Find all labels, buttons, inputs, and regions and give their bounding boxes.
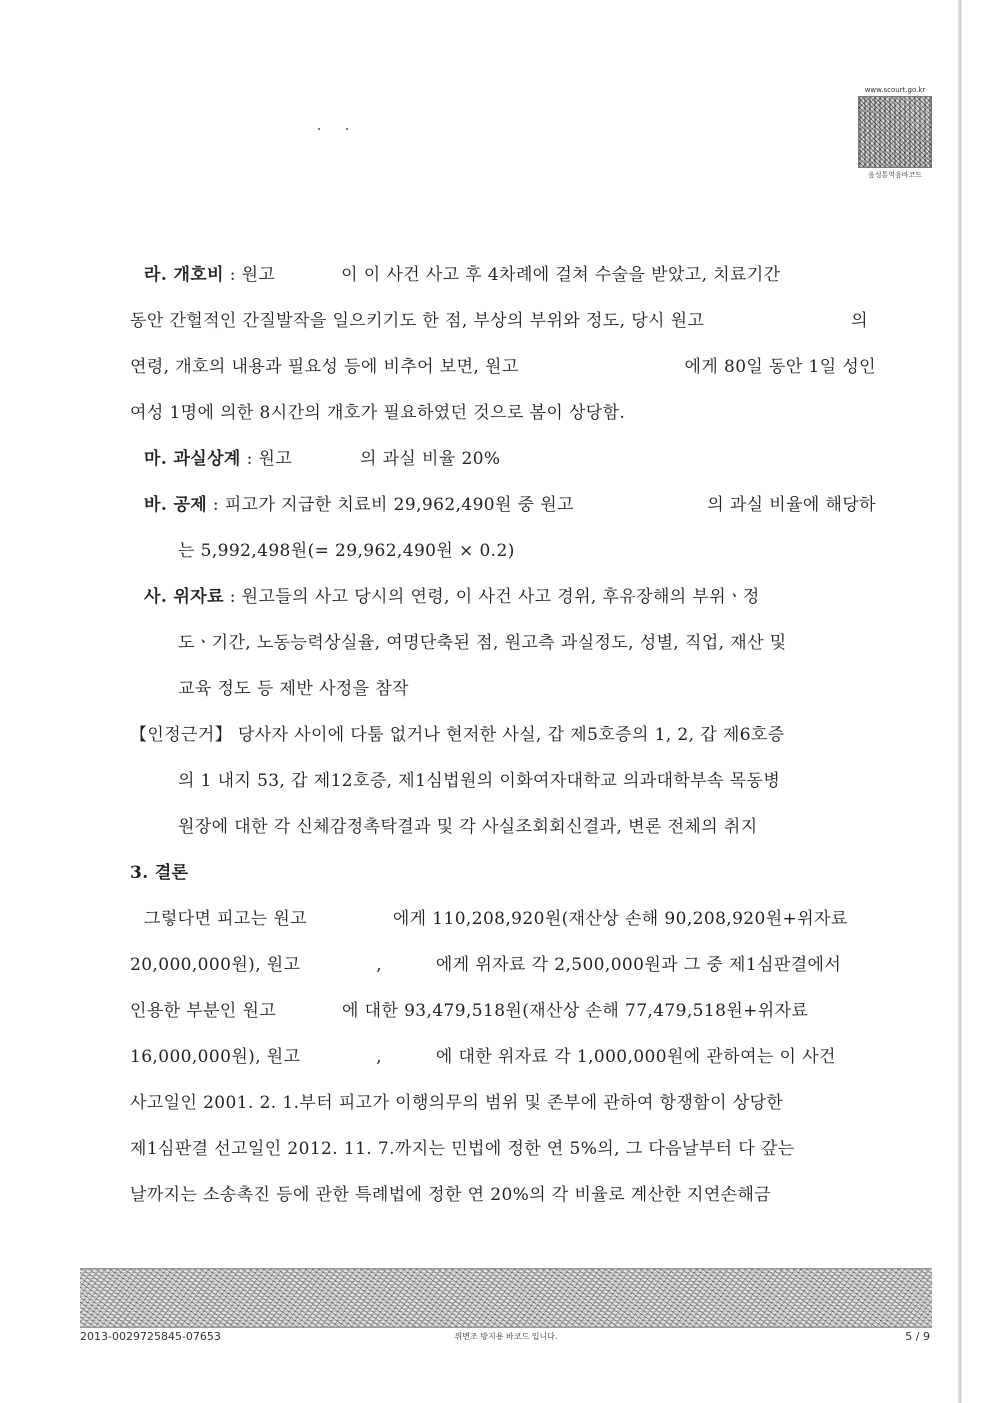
verification-code-block <box>855 86 935 180</box>
verification-barcode-icon <box>858 96 932 168</box>
text-span: 에게 위자료 각 2,500,000원과 그 중 제1심판결에서 <box>435 955 842 975</box>
text-line <box>130 1172 876 1218</box>
text-line <box>130 528 876 574</box>
text-span: 의 1 내지 53, 갑 제12호증, 제1심법원의 이화여자대학교 의과대학부속 목동병 <box>178 771 781 791</box>
section-heading: 3. 결론 <box>130 863 189 883</box>
page-number: 5 / 9 <box>905 1330 930 1343</box>
scan-artifact-dots <box>0 128 992 132</box>
section-ba-deduction <box>130 482 876 574</box>
text-line <box>130 1034 876 1080</box>
text-line <box>130 804 876 850</box>
text-span: 인용한 부분인 원고 <box>130 1001 277 1021</box>
text-line <box>130 436 876 482</box>
text-line <box>130 390 876 436</box>
section-ra-nursing-cost <box>130 252 876 436</box>
text-span: 연령, 개호의 내용과 필요성 등에 비추어 보면, 원고 <box>130 357 519 377</box>
section-sa-consolation-money <box>130 574 876 712</box>
text-span: , <box>376 1047 383 1067</box>
text-span: 그렇다면 피고는 원고 <box>144 909 308 929</box>
text-span: 동안 간헐적인 간질발작을 일으키기도 한 점, 부상의 부위와 정도, 당시 원고 <box>130 311 705 331</box>
text-line <box>130 252 876 298</box>
text-line <box>130 758 876 804</box>
text-span: , <box>376 955 383 975</box>
item-label: 바. 공제 <box>144 495 208 515</box>
document-body <box>130 252 876 1218</box>
section-evidence-basis <box>130 712 876 850</box>
page-edge-shadow <box>958 0 962 1403</box>
text-line <box>130 1080 876 1126</box>
item-label: 라. 개호비 <box>144 265 224 285</box>
barcode-caption: 음성통역음바코드 <box>867 171 923 179</box>
text-span: : 피고가 지급한 치료비 29,962,490원 중 원고 <box>212 495 574 515</box>
barcode-notice: 위변조 방지용 바코드 입니다. <box>454 1332 558 1341</box>
text-span: 의 과실 비율에 해당하 <box>707 495 876 515</box>
text-line <box>130 620 876 666</box>
text-span: 원장에 대한 각 신체감정촉탁결과 및 각 사실조회회신결과, 변론 전체의 취지 <box>178 817 758 837</box>
text-span: 여성 1명에 의한 8시간의 개호가 필요하였던 것으로 봄이 상당함. <box>130 403 626 423</box>
text-span: : 원고들의 사고 당시의 연령, 이 사건 사고 경위, 후유장해의 부위ㆍ정 <box>229 587 760 607</box>
text-span: 20,000,000원), 원고 <box>130 955 301 975</box>
text-line <box>130 344 876 390</box>
text-span: 사고일인 2001. 2. 1.부터 피고가 이행의무의 범위 및 존부에 관하여 항쟁함이 상당한 <box>130 1093 784 1113</box>
text-line <box>130 1126 876 1172</box>
section-ma-comparative-negligence <box>130 436 876 482</box>
text-line <box>130 712 876 758</box>
text-span: : 원고 <box>246 449 293 469</box>
item-label: 마. 과실상계 <box>144 449 241 469</box>
text-span: 에게 110,208,920원(재산상 손해 90,208,920원+위자료 <box>392 909 848 929</box>
text-span: 날까지는 소송촉진 등에 관한 특례법에 정한 연 20%의 각 비율로 계산한 지연손해금 <box>130 1185 772 1205</box>
page-footer <box>80 1330 932 1348</box>
text-span: 【인정근거】 당사자 사이에 다툼 없거나 현저한 사실, 갑 제5호증의 1, 2, 갑 제6호증 <box>130 725 785 745</box>
text-line <box>130 482 876 528</box>
text-span: 의 <box>851 311 868 331</box>
court-url: www.scourt.go.kr <box>864 86 926 94</box>
text-span: 이 이 사건 사고 후 4차례에 걸쳐 수술을 받았고, 치료기간 <box>341 265 781 285</box>
text-span: 에게 80일 동안 1일 성인 <box>684 357 876 377</box>
text-span: 제1심판결 선고일인 2012. 11. 7.까지는 민법에 정한 연 5%의, 그 다음날부터 다 갚는 <box>130 1139 795 1159</box>
text-line <box>130 896 876 942</box>
text-span: 도ㆍ기간, 노동능력상실율, 여명단축된 점, 원고측 과실정도, 성별, 직업, 재산 및 <box>178 633 787 653</box>
text-line <box>130 574 876 620</box>
text-line <box>130 666 876 712</box>
section-conclusion <box>130 850 876 1218</box>
text-span: 16,000,000원), 원고 <box>130 1047 301 1067</box>
text-line <box>130 298 876 344</box>
text-span: 교육 정도 등 제반 사정을 참작 <box>178 679 409 699</box>
text-span: 는 5,992,498원(= 29,962,490원 × 0.2) <box>178 541 515 561</box>
anti-forgery-barcode-icon <box>80 1268 932 1328</box>
item-label: 사. 위자료 <box>144 587 224 607</box>
text-span: 에 대한 93,479,518원(재산상 손해 77,479,518원+위자료 <box>342 1001 809 1021</box>
document-id: 2013-0029725845-07653 <box>80 1330 221 1343</box>
text-span: 에 대한 위자료 각 1,000,000원에 관하여는 이 사건 <box>435 1047 836 1067</box>
text-line <box>130 942 876 988</box>
text-line <box>130 988 876 1034</box>
text-span: : 원고 <box>229 265 276 285</box>
text-span: 의 과실 비율 20% <box>359 449 501 469</box>
